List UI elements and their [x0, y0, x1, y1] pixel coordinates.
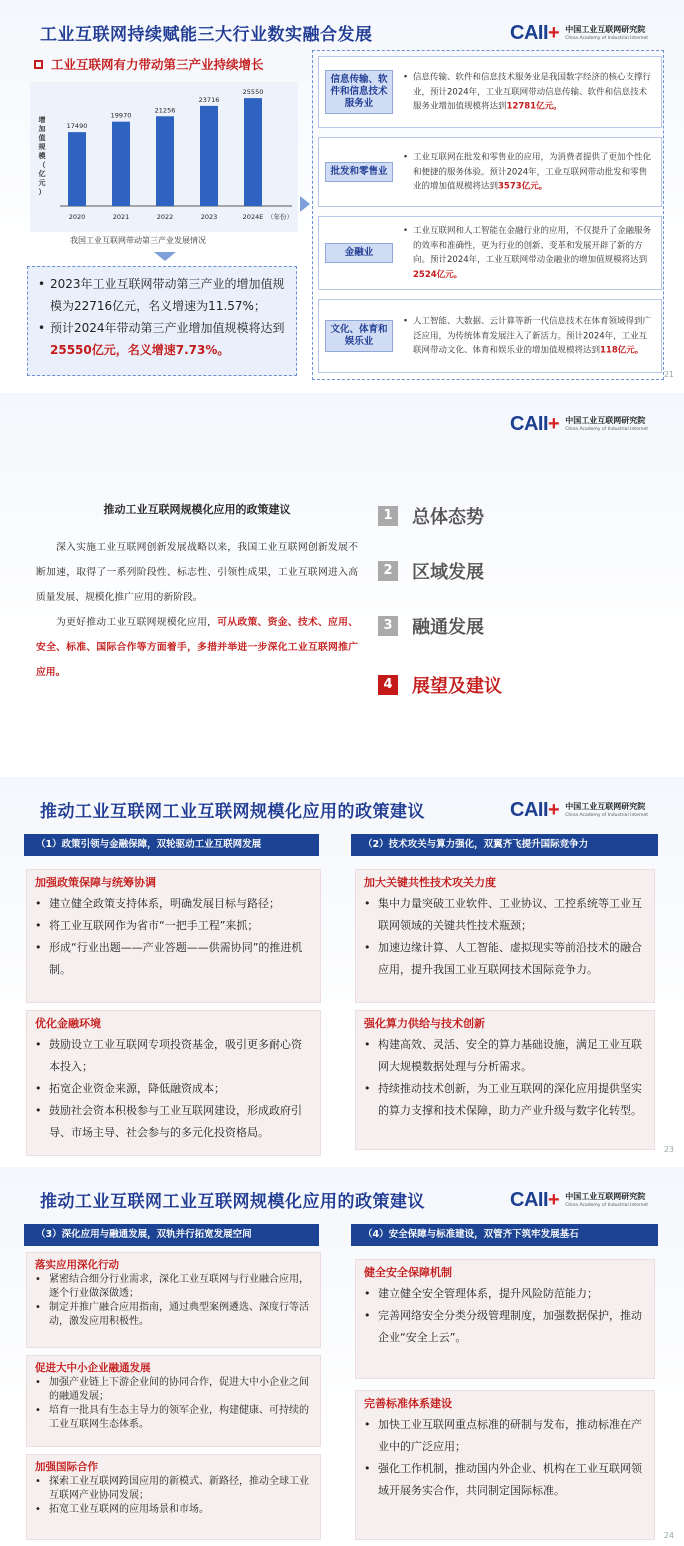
industry-card — [318, 299, 662, 373]
toc-item-3[interactable]: 3 融通发展 — [378, 613, 484, 639]
block-heading: 加大关键共性技术攻关力度 — [364, 876, 496, 889]
slide-toc — [0, 393, 684, 770]
section-header-left: （1）政策引领与金融保障，双轮驱动工业互联网发展 — [24, 834, 319, 856]
summary-item: • 预计2024年带动第三产业增加值规模将达到25550亿元，名义增速7.73%。 — [38, 317, 286, 361]
policy-block — [355, 1259, 655, 1379]
slide-policy-2 — [0, 1167, 684, 1546]
list-item: • 建立健全政策支持体系，明确发展目标与路径； — [35, 893, 312, 915]
toc-item-4-active[interactable]: 4 展望及建议 — [378, 672, 502, 698]
section-header-right: （4）安全保障与标准建设，双管齐下筑牢发展基石 — [351, 1224, 658, 1246]
logo-mark: CAII+ — [510, 799, 560, 821]
y-axis-label-char: 增 — [38, 116, 46, 124]
industry-card — [318, 56, 662, 128]
list-item: • 探索工业互联网跨国应用的新模式、新路径，推动全球工业互联网产业协同发展； — [35, 1475, 312, 1503]
logo-mark: CAII+ — [510, 1189, 560, 1211]
right-arrow-icon — [300, 196, 310, 212]
y-axis-label-char: 加 — [38, 125, 46, 133]
summary-box — [27, 266, 297, 376]
block-heading: 促进大中小企业融通发展 — [35, 1362, 151, 1374]
logo-text: 中国工业互联网研究院 China Academy of Industrial Internet — [565, 415, 648, 432]
logo — [510, 413, 648, 436]
list-item: • 制定并推广融合应用指南，通过典型案例遴选、深度行等活动，激发应用积极性。 — [35, 1301, 312, 1329]
block-heading: 落实应用深化行动 — [35, 1259, 119, 1271]
section-subtitle: 工业互联网有力带动第三产业持续增长 — [34, 55, 264, 73]
section-header-left: （3）深化应用与融通发展，双轨并行拓宽发展空间 — [24, 1224, 319, 1246]
block-heading: 完善标准体系建设 — [364, 1397, 452, 1410]
bar-chart — [30, 82, 298, 232]
block-heading: 加强政策保障与统筹协调 — [35, 876, 156, 889]
list-item: • 集中力量突破工业软件、工业协议、工控系统等工业互联网领域的关键共性技术瓶颈； — [364, 893, 646, 937]
logo-text: 中国工业互联网研究院 China Academy of Industrial Internet — [565, 801, 648, 818]
industry-text: • 信息传输、软件和信息技术服务业是我国数字经济的核心支撑行业，预计2024年，工业互联网带动信息传输、软件和信息技术服务业增加值规模将达到12781亿元。 — [403, 70, 655, 114]
page-number: 24 — [663, 1531, 674, 1540]
list-item: • 鼓励设立工业互联网专项投资基金，吸引更多耐心资本投入； — [35, 1034, 312, 1078]
intro-title: 推动工业互联网规模化应用的政策建议 — [103, 503, 291, 516]
industry-label: 文化、体育和娱乐业 — [325, 320, 393, 352]
block-heading: 加强国际合作 — [35, 1461, 98, 1473]
y-axis-label-char: 模 — [38, 152, 46, 160]
toc-item-1[interactable]: 1 总体态势 — [378, 503, 484, 529]
policy-block — [355, 1390, 655, 1540]
list-item: • 拓宽企业资金来源，降低融资成本； — [35, 1078, 312, 1100]
list-item: • 持续推动技术创新，为工业互联网的深化应用提供坚实的算力支撑和技术保障，助力产业升级与数字化转型。 — [364, 1078, 646, 1122]
bar-2022 — [156, 116, 174, 206]
logo-mark: CAII+ — [510, 413, 560, 435]
list-item: • 完善网络安全分类分级管理制度，加强数据保护，推动企业“安全上云”。 — [364, 1305, 646, 1349]
list-item: • 构建高效、灵活、安全的算力基础设施，满足工业互联网大规模数据处理与分析需求。 — [364, 1034, 646, 1078]
page-number: 23 — [663, 1145, 674, 1154]
block-heading: 健全安全保障机制 — [364, 1266, 452, 1279]
slide-title: 推动工业互联网工业互联网规模化应用的政策建议 — [40, 1192, 425, 1212]
slide-policy-1 — [0, 777, 684, 1160]
industry-label: 金融业 — [325, 243, 393, 263]
list-item: • 加快工业互联网重点标准的研制与发布，推动标准在产业中的广泛应用； — [364, 1414, 646, 1458]
section-header-right: （2）技术攻关与算力强化，双翼齐飞提升国际竞争力 — [351, 834, 658, 856]
logo — [510, 1189, 648, 1212]
summary-item: • 2023年工业互联网带动第三产业的增加值规模为22716亿元，名义增速为11.57%； — [38, 273, 286, 317]
page-number: 21 — [663, 370, 674, 379]
intro-block — [36, 501, 358, 685]
bar-2021 — [112, 122, 130, 206]
bar-chart-panel — [30, 82, 298, 232]
tick-label: 2024E — [242, 213, 264, 221]
square-bullet-icon — [34, 60, 43, 69]
data-label: 23716 — [198, 95, 220, 104]
bar-2023 — [200, 106, 218, 206]
industry-card — [318, 137, 662, 207]
policy-block — [26, 1010, 321, 1156]
logo — [510, 22, 648, 45]
industry-label: 信息传输、软件和信息技术服务业 — [325, 70, 393, 114]
list-item: • 形成“行业出题——产业答题——供需协同”的推进机制。 — [35, 937, 312, 981]
list-item: • 加速边缘计算、人工智能、虚拟现实等前沿技术的融合应用，提升我国工业互联网技术国际竞争力。 — [364, 937, 646, 981]
y-axis-label-char: 值 — [38, 134, 46, 142]
list-item: • 将工业互联网作为省市“一把手工程”来抓； — [35, 915, 312, 937]
industry-text: • 工业互联网在批发和零售业的应用，为消费者提供了更加个性化和便捷的服务体验。预计2024年，工业互联网带动批发和零售业的增加值规模将达到3573亿元。 — [403, 150, 655, 194]
slide-industry-growth — [0, 0, 684, 385]
x-axis-label: （年份） — [267, 213, 293, 221]
y-axis-label-char: （ — [38, 161, 46, 169]
policy-block — [26, 1454, 321, 1540]
policy-block — [26, 869, 321, 1003]
intro-paragraph: 为更好推动工业互联网规模化应用，可从政策、资金、技术、应用、安全、标准、国际合作等方面着手，多措并举进一步深化工业互联网推广应用。 — [36, 617, 359, 678]
list-item: • 加强产业链上下游企业间的协同合作，促进大中小企业之间的融通发展； — [35, 1376, 312, 1404]
data-label: 17490 — [66, 122, 88, 131]
logo-text: 中国工业互联网研究院 China Academy of Industrial Internet — [565, 24, 648, 41]
list-item: • 紧密结合细分行业需求，深化工业互联网与行业融合应用，逐个行业做深做透； — [35, 1273, 312, 1301]
y-axis-label-char: 规 — [38, 143, 46, 151]
slide-title: 工业互联网持续赋能三大行业数实融合发展 — [40, 25, 373, 45]
down-arrow-icon — [154, 252, 176, 261]
y-axis-label-char: 亿 — [38, 170, 46, 178]
chart-caption: 我国工业互联网带动第三产业发展情况 — [70, 236, 206, 245]
industry-text: • 人工智能、大数据、云计算等新一代信息技术在体育领域得到广泛应用，为传统体育发展注入了新活力。预计2024年，工业互联网带动文化、体育和娱乐业的增加值规模将达到118亿元。 — [403, 314, 655, 358]
intro-paragraph: 深入实施工业互联网创新发展战略以来，我国工业互联网创新发展不断加速，取得了一系列阶段性、标志性、引领性成果，工业互联网进入高质量发展、规模化推广应用的新阶段。 — [36, 542, 358, 603]
industry-card — [318, 216, 662, 290]
slide-title: 推动工业互联网工业互联网规模化应用的政策建议 — [40, 802, 425, 822]
data-label: 21256 — [154, 106, 176, 115]
y-axis-label-char: ） — [38, 188, 46, 196]
policy-block — [355, 869, 655, 1003]
logo — [510, 799, 648, 822]
logo-text: 中国工业互联网研究院 China Academy of Industrial Internet — [565, 1191, 648, 1208]
block-heading: 优化金融环境 — [35, 1017, 101, 1030]
list-item: • 强化工作机制，推动国内外企业、机构在工业互联网领域开展务实合作，共同制定国际标准。 — [364, 1458, 646, 1502]
bar-2024E — [244, 98, 262, 206]
toc-item-2[interactable]: 2 区域发展 — [378, 558, 484, 584]
list-item: • 建立健全安全管理体系，提升风险防范能力； — [364, 1283, 646, 1305]
tick-label: 2020 — [68, 213, 86, 221]
industry-label: 批发和零售业 — [325, 162, 393, 182]
list-item: • 鼓励社会资本积极参与工业互联网建设，形成政府引导、市场主导、社会参与的多元化投资格局。 — [35, 1100, 312, 1144]
policy-block — [26, 1355, 321, 1447]
list-item: • 培育一批具有生态主导力的领军企业，构建健康、可持续的工业互联网生态体系。 — [35, 1404, 312, 1432]
policy-block — [355, 1010, 655, 1150]
tick-label: 2021 — [112, 213, 130, 221]
industry-text: • 工业互联网和人工智能在金融行业的应用，不仅提升了金融服务的效率和准确性，更为行业的创新、变革和发展开辟了新的方向。预计2024年，工业互联网带动金融业的增加值规模将达到2524亿元。 — [403, 224, 655, 282]
tick-label: 2022 — [156, 213, 174, 221]
data-label: 25550 — [242, 88, 264, 97]
data-label: 19970 — [110, 111, 132, 120]
logo-mark: CAII+ — [510, 22, 560, 44]
y-axis-label-char: 元 — [38, 179, 46, 187]
policy-block — [26, 1252, 321, 1348]
tick-label: 2023 — [200, 213, 218, 221]
block-heading: 强化算力供给与技术创新 — [364, 1017, 485, 1030]
bar-2020 — [68, 132, 86, 206]
list-item: • 拓宽工业互联网的应用场景和市场。 — [35, 1503, 312, 1517]
